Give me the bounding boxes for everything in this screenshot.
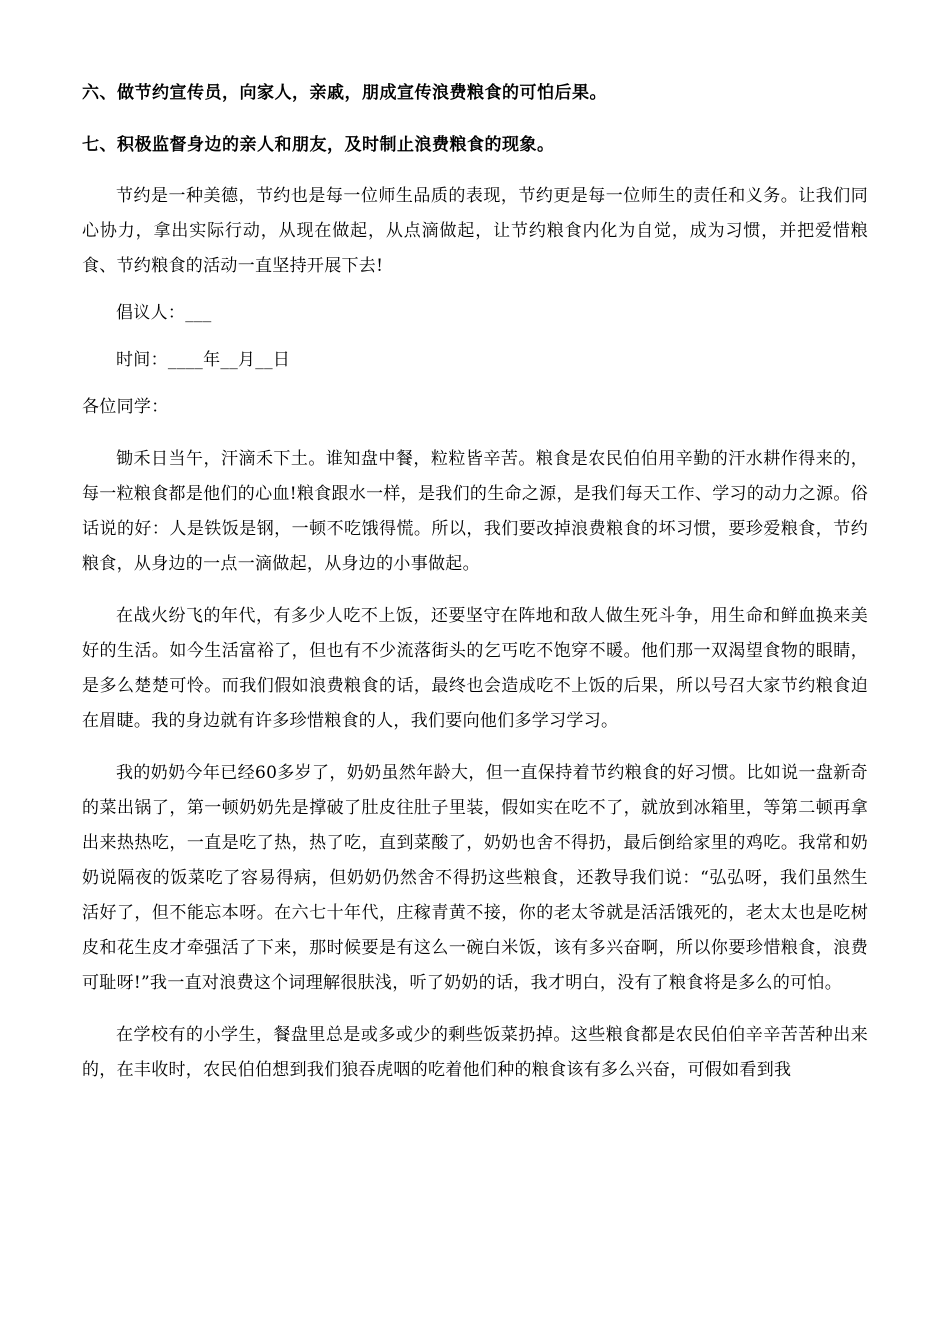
document-body	[82, 76, 868, 1088]
date-line: 时间：____年__月__日	[116, 350, 291, 370]
body-paragraph: 在战火纷飞的年代，有多少人吃不上饭，还要坚守在阵地和敌人做生死斗争，用生命和鲜血换来美好的生活。如今生活富裕了，但也有不少流落街头的乞丐吃不饱穿不暖。他们那一双渴望食物的眼睛，是多么楚楚可怜。而我们假如浪费粮食的话，最终也会造成吃不上饭的后果，所以号召大家节约粮食迫在眉睫。我的身边就有许多珍惜粮食的人，我们要向他们多学习学习。	[82, 606, 868, 731]
greeting: 各位同学：	[82, 397, 169, 417]
heading-item-six: 六、做节约宣传员，向家人，亲戚，朋成宣传浪费粮食的可怕后果。	[82, 83, 607, 103]
body-paragraph: 锄禾日当午，汗滴禾下土。谁知盘中餐，粒粒皆辛苦。粮食是农民伯伯用辛勤的汗水耕作得来的，每一粒粮食都是他们的心血!粮食跟水一样，是我们的生命之源，是我们每天工作、学习的动力之源。俗话说的好：人是铁饭是钢，一顿不吃饿得慌。所以，我们要改掉浪费粮食的坏习惯，要珍爱粮食，节约粮食，从身边的一点一滴做起，从身边的小事做起。	[82, 449, 868, 574]
heading-item-seven: 七、积极监督身边的亲人和朋友，及时制止浪费粮食的现象。	[82, 135, 555, 155]
body-paragraph: 我的奶奶今年已经60多岁了，奶奶虽然年龄大，但一直保持着节约粮食的好习惯。比如说一盘新奇的菜出锅了，第一顿奶奶先是撑破了肚皮往肚子里装，假如实在吃不了，就放到冰箱里，等第二顿再拿出来热热吃，一直是吃了热，热了吃，直到菜酸了，奶奶也舍不得扔，最后倒给家里的鸡吃。我常和奶奶说隔夜的饭菜吃了容易得病，但奶奶仍然舍不得扔这些粮食，还教导我们说：“弘弘呀，我们虽然生活好了，但不能忘本呀。在六七十年代，庄稼青黄不接，你的老太爷就是活活饿死的，老太太也是吃树皮和花生皮才牵强活了下来，那时候要是有这么一碗白米饭，该有多兴奋啊，所以你要珍惜粮食，浪费可耻呀!”我一直对浪费这个词理解很肤浅，听了奶奶的话，我才明白，没有了粮食将是多么的可怕。	[82, 763, 868, 993]
proposer-line: 倡议人：___	[116, 303, 212, 323]
body-paragraph: 在学校有的小学生，餐盘里总是或多或少的剩些饭菜扔掉。这些粮食都是农民伯伯辛辛苦苦种出来的，在丰收时，农民伯伯想到我们狼吞虎咽的吃着他们种的粮食该有多么兴奋，可假如看到我	[82, 1025, 868, 1080]
closing-paragraph: 节约是一种美德，节约也是每一位师生品质的表现，节约更是每一位师生的责任和义务。让我们同心协力，拿出实际行动，从现在做起，从点滴做起，让节约粮食内化为自觉，成为习惯，并把爱惜粮食、节约粮食的活动一直坚持开展下去!	[82, 186, 868, 276]
